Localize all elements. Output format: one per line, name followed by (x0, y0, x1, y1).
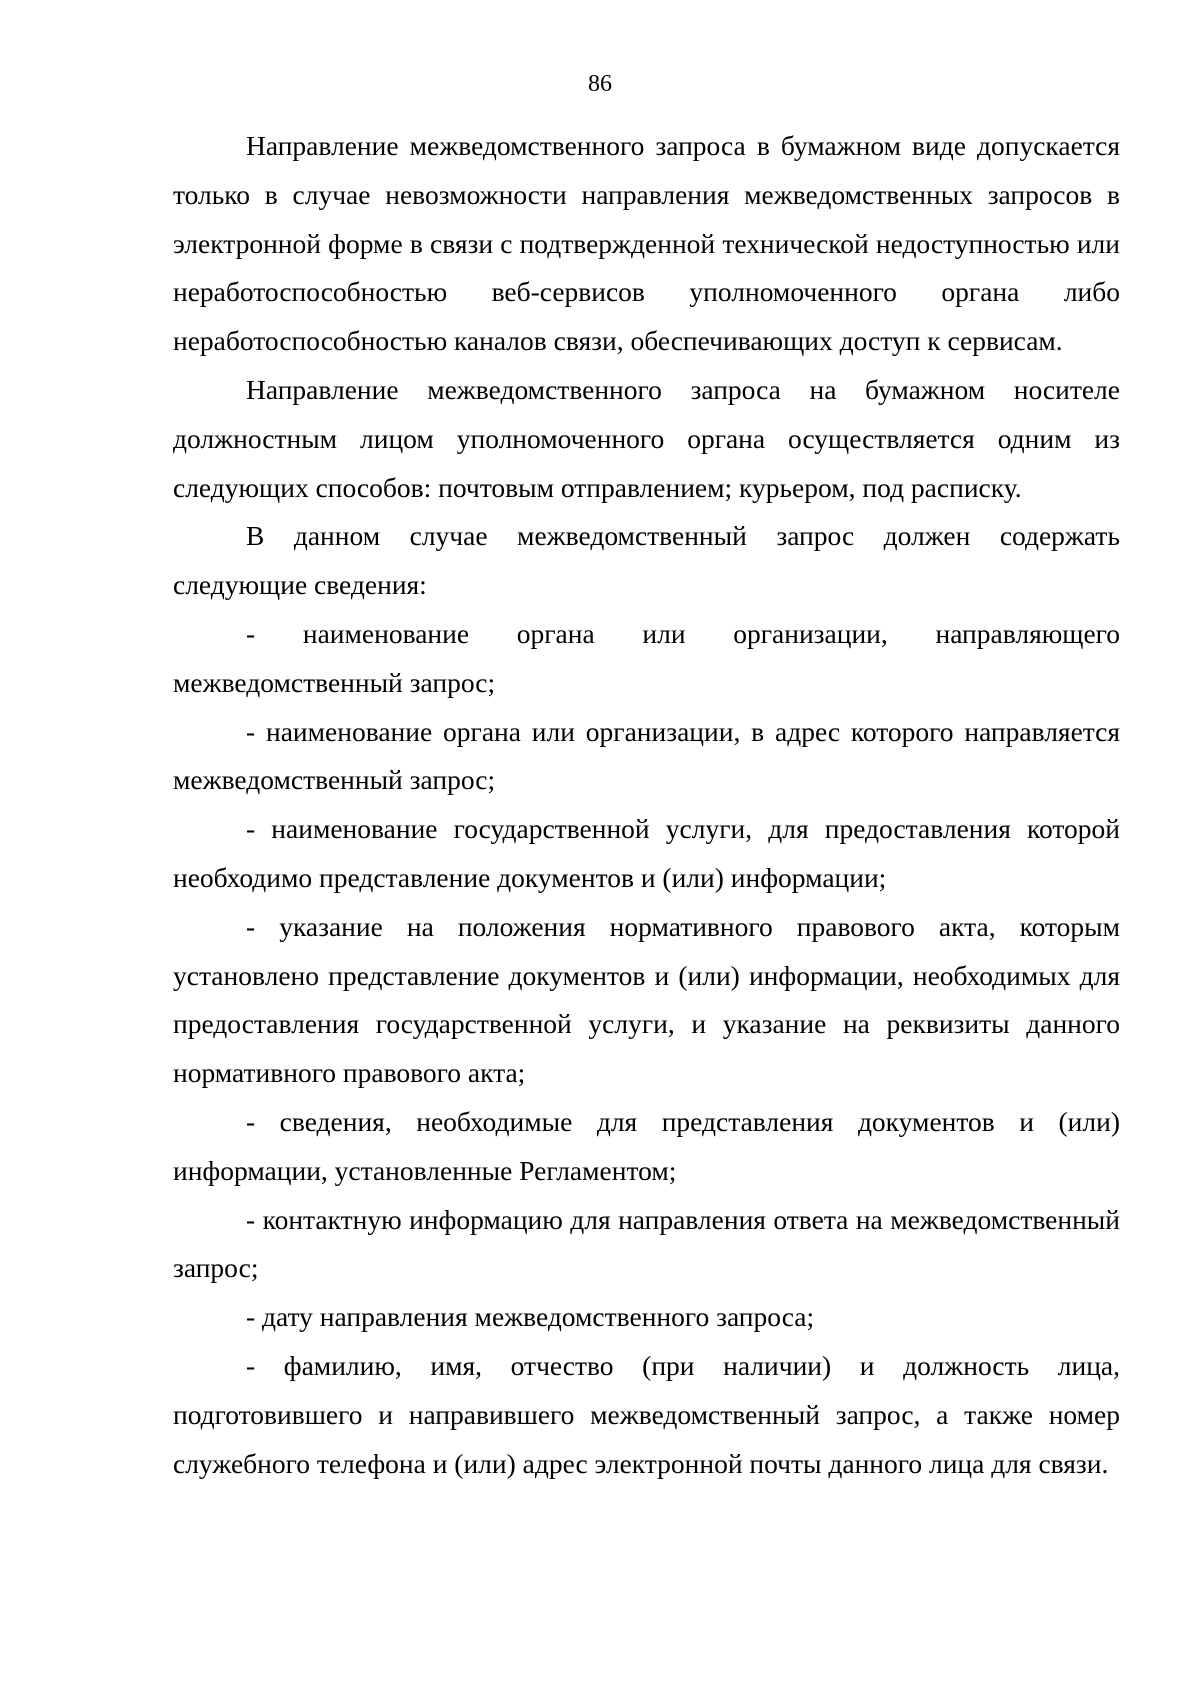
list-item-request-date: - дату направления межведомственного запроса; (246, 1301, 815, 1333)
paragraph-request-contents-intro: В данном случае межведомственный запрос должен содержать следующие сведения: (173, 520, 1120, 601)
page-number: 86 (588, 71, 612, 97)
list-item-contact-information: - контактную информацию для направления ответа на межведомственный запрос; (173, 1203, 1120, 1284)
paragraph-paper-request-methods: Направление межведомственного запроса на бумажном носителе должностным лицом уполномоченного органа осуществляется одним из следующих способов: почтовым отправлением; курьером, под расписку. (173, 373, 1120, 503)
paragraph-paper-request-allowed: Направление межведомственного запроса в бумажном виде допускается только в случае невозможности направления межведомственных запросов в электронной форме в связи с подтвержденной технической недоступностью или неработоспособностью веб-сервисов уполномоченного органа либо неработоспособностью каналов связи, обеспечивающих доступ к сервисам. (173, 130, 1120, 357)
list-item-service-name: - наименование государственной услуги, для предоставления которой необходимо представление документов и (или) информации; (173, 813, 1120, 893)
list-item-recipient-name: - наименование органа или организации, в адрес которого направляется межведомственный запрос; (173, 715, 1120, 796)
list-item-sender-name: - наименование органа или организации, направляющего межведомственный запрос; (173, 617, 1120, 698)
list-item-required-information: - сведения, необходимые для представления документов и (или) информации, установленные Регламентом; (173, 1105, 1120, 1186)
document-body (173, 122, 1120, 1488)
list-item-responsible-person: - фамилию, имя, отчество (при наличии) и должность лица, подготовившего и направившего межведомственный запрос, а также номер служебного телефона и (или) адрес электронной почты данного лица для связи. (173, 1349, 1120, 1479)
list-item-legal-act-reference: - указание на положения нормативного правового акта, которым установлено представление документов и (или) информации, необходимых для предоставления государственной услуги, и указание на реквизиты данного нормативного правового акта; (173, 910, 1120, 1089)
